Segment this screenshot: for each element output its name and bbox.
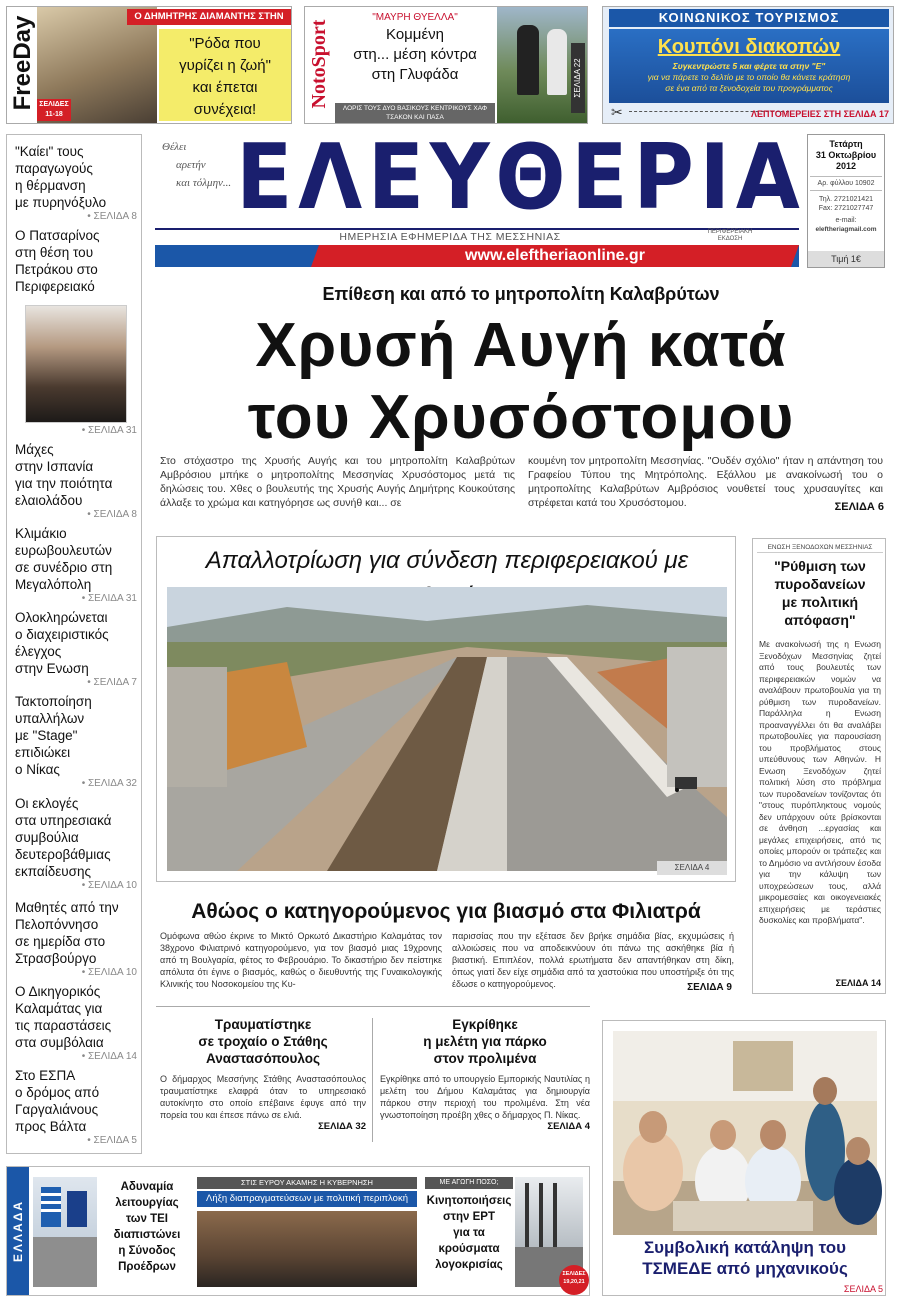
lead-page-ref: ΣΕΛΙΔΑ 6	[834, 501, 884, 513]
freeday-quote	[159, 29, 291, 121]
sidebar-item-line: Ολοκληρώνεται	[15, 610, 108, 625]
lead-kicker: Επίθεση και από το μητροπολίτη Καλαβρύτων	[322, 284, 720, 304]
sidebar-item-line: Πελοπόννησο	[15, 917, 99, 932]
fax-number: Fax: 2721027747	[818, 205, 874, 212]
sidebar-item-page: • ΣΕΛΙΔΑ 31	[81, 425, 137, 436]
sidebar-item[interactable]	[15, 143, 137, 222]
tsmede-meeting-photo	[613, 1031, 877, 1235]
meeting-photo-svg	[613, 1031, 877, 1235]
sidebar-item-line: Στο ΕΣΠΑ	[15, 1068, 76, 1083]
tsmede-headline-line: Συμβολική κατάληψη του	[643, 1238, 847, 1257]
date-box	[807, 134, 885, 268]
hellas-item-line: κρούσματα	[438, 1243, 500, 1255]
sidebar-item[interactable]	[15, 441, 137, 520]
sidebar-item-line: εκπαίδευσης	[15, 864, 91, 879]
brief-park-headline	[380, 1016, 590, 1067]
hoteliers-body: Με ανακοίνωσή της η Ενωση Ξενοδόχων Μεσσηνίας ζητεί από τους βουλευτές των περιφερειακών νομών να αναλάβουν πρωτοβουλία για τη ρύθμιση των πυροδανείων. Παράλληλα η Ενωση προαναγγέλλει ότι θα αναλάβει πρωτοβουλίες για παρουσίαση του προβλήματος στους υπεύθυνους των Αθηνών. Η Ενωση Ξενοδόχων ζητεί πολιτική λύση στο πρόβλημα των πυροδανείων τονίζοντας ότι "στους πυρόπληκτους νομούς δεν υπάρχουν ούτε βρίσκονται σε άνθηση ...εργασίας και μεγάλες επιχειρήσεις, από τις οποίες μπορούν οι τράπεζες και το Δημόσιο να αντλήσουν έσοδα για την κάλυψη των υποχρεώσεων τους, αλλά μικρομεσαίες και οικογενειακές επιχειρήσεις με τεράστιες δυσκολίες και προβλήματα".	[759, 639, 881, 925]
hellas-item-line: λογοκρισίας	[435, 1259, 503, 1271]
sidebar-item-line: στα υπηρεσιακά	[15, 813, 112, 828]
notosport-teaser[interactable]	[304, 6, 588, 124]
sidebar-item-line: Κλιμάκιο	[15, 526, 67, 541]
hellas-item-line: η Σύνοδος	[118, 1245, 176, 1257]
lead-headline-line: Χρυσή Αυγή κατά	[255, 311, 787, 380]
road-construction-photo	[167, 587, 727, 871]
sidebar-item-line: συμβούλια	[15, 830, 79, 845]
hellas-right-kicker: ΜΕ ΑΓΩΓΗ ΠΟΣΟ;	[425, 1177, 513, 1189]
notosport-brand: NotoSport	[308, 19, 330, 109]
sidebar-item-line: με "Stage"	[15, 728, 78, 743]
lead-body-col1: Στο στόχαστρο της Χρυσής Αυγής και του μητροπολίτη Καλαβρύτων Αμβρόσιου μπήκε ο μητροπολίτης Μεσσηνίας Χρυσόστομος μετά τις δηλώσεις του. Χθες ο βουλευτής της Χρυσής Αυγής Δημήτρης Κουκούτσης άλλαξε το χρώμα και κατηγόρησε ως συνήθ και... σε	[160, 455, 515, 509]
second-headline[interactable]: Αθώος ο κατηγορούμενος για βιασμό στα Φιλιατρά	[191, 900, 701, 923]
brief-accident-body: Ο δήμαρχος Μεσσήνης Στάθης Αναστασόπουλος τραυματίστηκε ελαφρά όταν το υπηρεσιακό αυτοκίνητο στο οποίο επέβαινε έφυγε από την πορεία του και έπεσε πάνω σε ελιά.	[160, 1074, 366, 1120]
sidebar-item-line: η θέρμανση	[15, 178, 86, 193]
second-body-col1: Ομόφωνα αθώο έκρινε το Μικτό Ορκωτό Δικαστήριο Καλαμάτας τον 38χρονο Φιλιατρινό κατηγορούμενο, για τον βιασμό μιας 19χρονης από τη Βουλγαρία, φέτος το Φεβρουάριο. Το δικαστήριο δεν πείστηκε απόλυτα ότι έγινε ο βιασμός, καθώς ο διευθυντής της Γυναικολογικής Κλινικής του Νοσοκομείου της Κυ-	[160, 931, 442, 989]
hellas-item-line: στην ΕΡΤ	[443, 1211, 495, 1223]
hellas-label: ΕΛΛΑΔΑ	[11, 1200, 25, 1262]
sidebar-item-line: Περιφερειακό	[15, 279, 95, 294]
hellas-item-line: Προέδρων	[118, 1261, 176, 1273]
sidebar-item-line: στα συμβόλαια	[15, 1035, 104, 1050]
brief-accident-page: ΣΕΛΙΔΑ 32	[318, 1121, 366, 1132]
hoteliers-title-line: με πολιτική	[781, 594, 859, 610]
sidebar	[6, 134, 142, 1154]
hellas-item-ert[interactable]	[425, 1177, 513, 1273]
tsmede-page: ΣΕΛΙΔΑ 5	[843, 1284, 883, 1294]
sidebar-item-page: • ΣΕΛΙΔΑ 8	[87, 509, 137, 520]
hellas-item-line: διαπιστώνει	[113, 1229, 181, 1241]
hellas-mid-title: Λήξη διαπραγματεύσεων με πολιτική περιπλοκή	[197, 1191, 417, 1207]
sidebar-item-line: Ο Πατσαρίνος	[15, 228, 100, 243]
sidebar-item-line: ελαιολάδου	[15, 493, 83, 508]
tourism-line: σε ένα από τα ξενοδοχεία του προγράμματος	[665, 83, 833, 93]
website-url[interactable]: www.eleftheriaonline.gr	[465, 247, 645, 264]
freeday-badge: ΣΕΛΙΔΕΣ 11-18	[37, 99, 71, 121]
hellas-item-line: των ΤΕΙ	[125, 1213, 168, 1225]
hoteliers-title-line: πυροδανείων	[774, 576, 866, 592]
hellas-item-line: Αδυναμία	[120, 1181, 174, 1193]
tsmede-headline-line: ΤΣΜΕΔΕ από μηχανικούς	[642, 1259, 848, 1278]
player-figure	[517, 25, 539, 95]
hellas-label-bar	[7, 1167, 29, 1295]
brief-park[interactable]	[380, 1016, 590, 1146]
sidebar-item[interactable]	[15, 609, 137, 688]
sidebar-item-line: στην Ισπανία	[15, 459, 94, 474]
sidebar-item-page: • ΣΕΛΙΔΑ 5	[87, 1135, 137, 1146]
date-day: Τετάρτη	[829, 139, 863, 149]
sidebar-item-line: Γαργαλιάνους	[15, 1102, 99, 1117]
sidebar-item[interactable]	[15, 983, 137, 1062]
sidebar-item[interactable]	[15, 1067, 137, 1146]
sidebar-item-line: Μεγαλόπολη	[15, 577, 92, 592]
sidebar-item-line: Ο Δικηγορικός	[15, 984, 101, 999]
notosport-tag: "ΜΑΥΡΗ ΘΥΕΛΛΑ"	[372, 12, 458, 23]
brief-headline-line: Αναστασόπουλος	[205, 1051, 321, 1066]
sidebar-item[interactable]	[15, 899, 137, 978]
hellas-item-government[interactable]	[197, 1177, 417, 1289]
photo-story[interactable]	[156, 536, 736, 882]
hoteliers-title-line: απόφαση"	[784, 612, 856, 628]
sidebar-item-page: • ΣΕΛΙΔΑ 7	[87, 677, 137, 688]
brief-accident[interactable]	[160, 1016, 366, 1146]
brief-headline-line: Τραυματίστηκε	[214, 1017, 312, 1032]
date-year: 2012	[835, 161, 857, 171]
sidebar-item-line: ο διαχειριστικός	[15, 627, 109, 642]
sidebar-item-line: για την ποιότητα	[15, 476, 113, 491]
tourism-coupon-body	[609, 29, 889, 103]
freeday-teaser[interactable]	[6, 6, 292, 124]
scissors-icon: ✂	[611, 104, 623, 120]
hellas-item-line: λειτουργίας	[115, 1197, 179, 1209]
sidebar-item-line: ευρωβουλευτών	[15, 543, 112, 558]
sidebar-item-line: Οι εκλογές	[15, 796, 79, 811]
sidebar-item-line: προς Βάλτα	[15, 1119, 87, 1134]
sidebar-item-page: • ΣΕΛΙΔΑ 10	[81, 880, 137, 891]
hoteliers-title-line: "Ρύθμιση των	[774, 558, 866, 574]
hellas-mid-kicker: ΣΤΙΣ ΕΥΡΟΥ ΑΚΑΜΗΣ Η ΚΥΒΕΡΝΗΣΗ	[197, 1177, 417, 1189]
sidebar-item-line: ο Νίκας	[15, 762, 60, 777]
sidebar-item-line: τις παραστάσεις	[15, 1018, 112, 1033]
masthead-title: ΕΛΕΥΘΕΡΙΑ	[236, 125, 806, 230]
second-page-ref: ΣΕΛΙΔΑ 9	[687, 982, 732, 993]
sidebar-item-line: στη θέση του	[15, 245, 94, 260]
sidebar-item[interactable]	[15, 525, 137, 604]
date-date: 31 Οκτωβρίου	[815, 150, 877, 160]
section-divider	[156, 1006, 590, 1007]
sidebar-item-line: "Καίει" τους	[15, 144, 84, 159]
brief-divider	[372, 1018, 373, 1142]
notosport-brand-strip	[305, 7, 333, 123]
sidebar-item-line: Στρασβούργο	[15, 951, 97, 966]
hoteliers-kicker: ΕΝΩΣΗ ΞΕΝΟΔΟΧΩΝ ΜΕΣΣΗΝΙΑΣ	[757, 543, 883, 553]
tsmede-story[interactable]	[602, 1020, 886, 1296]
brief-headline-line: σε τροχαίο ο Στάθης	[198, 1034, 328, 1049]
tourism-header: ΚΟΙΝΩΝΙΚΟΣ ΤΟΥΡΙΣΜΟΣ	[609, 9, 889, 27]
sidebar-item-line: Πετράκου στο	[15, 262, 98, 277]
government-photo	[197, 1211, 417, 1287]
freeday-banner: Ο ΔΗΜΗΤΡΗΣ ΔΙΑΜΑΝΤΗΣ ΣΤΗΝ	[127, 9, 291, 25]
brief-park-body: Εγκρίθηκε από το υπουργείο Εμπορικής Ναυτιλίας η μελέτη του Δήμου Καλαμάτας για δημιουργία πάρκου στην περιοχή του προλιμένα. Στη νέα γνωστοποίηση προέβη χθες ο δήμαρχος Π. Νίκας.	[380, 1074, 590, 1120]
brief-accident-headline	[160, 1016, 366, 1067]
sidebar-item-line: Τακτοποίηση	[15, 694, 92, 709]
tel-number: Τηλ. 2721021421	[819, 196, 873, 203]
lead-headline[interactable]	[156, 310, 886, 454]
road-photo-svg	[167, 587, 727, 871]
brief-headline-line: Εγκρίθηκε	[452, 1017, 518, 1032]
sidebar-item-page: • ΣΕΛΙΔΑ 31	[81, 593, 137, 604]
sidebar-item-line: Μάχες	[15, 442, 54, 457]
issue-number: Αρ. φύλλου 10902	[810, 176, 882, 191]
sidebar-item-line: υπαλλήλων	[15, 711, 85, 726]
motto-line: Θέλει	[162, 141, 187, 153]
masthead-subtitle: ΗΜΕΡΗΣΙΑ ΕΦΗΜΕΡΙΔΑ ΤΗΣ ΜΕΣΣΗΝΙΑΣ	[339, 231, 561, 243]
flags-svg	[33, 1177, 97, 1287]
sidebar-item-page: • ΣΕΛΙΔΑ 32	[81, 778, 137, 789]
freeday-quote-line: "Ρόδα που	[189, 35, 261, 52]
sidebar-item-line: Καλαμάτας για	[15, 1001, 103, 1016]
notosport-headline-line: στη... μέση κόντρα	[353, 46, 477, 63]
sidebar-item-page: • ΣΕΛΙΔΑ 10	[81, 967, 137, 978]
sidebar-item-line: στην Ενωση	[15, 661, 89, 676]
hoteliers-box[interactable]	[752, 538, 886, 994]
lead-body-col2: κουμένη τον μητροπολίτη Μεσσηνίας. "Ουδέν σχόλιο" ήταν η απάντηση του Γραφείου Τύπου της Μητρόπολης. Εξάλλου με ανακοίνωσή του ο μητροπολίτης Καλαβρύτων Αμβρόσιος νουθετεί τους χρυσαυγίτες και στρέφεται κατά του Χρυσόστομου.	[528, 455, 883, 509]
brief-headline-line: στον προλιμένα	[433, 1051, 537, 1066]
notosport-headline-line: Κομμένη	[386, 26, 444, 43]
motto-line: και τόλμην...	[176, 177, 232, 189]
hellas-strip	[6, 1166, 590, 1296]
sidebar-item-page: • ΣΕΛΙΔΑ 14	[81, 1051, 137, 1062]
hellas-badge: ΣΕΛΙΔΕΣ 19,20,21	[559, 1265, 589, 1295]
photo-story-headline: Απαλλοτρίωση για σύνδεση περιφερειακού με	[205, 547, 689, 574]
hoteliers-page: ΣΕΛΙΔΑ 14	[835, 978, 881, 988]
photo-story-page: ΣΕΛΙΔΑ 4	[657, 861, 727, 875]
sidebar-item-line: δευτεροβάθμιας	[15, 847, 111, 862]
url-bar[interactable]	[155, 245, 799, 267]
notosport-headline-line: στη Γλυφάδα	[371, 66, 459, 83]
tsmede-headline	[609, 1237, 881, 1279]
notosport-headline-box	[335, 9, 495, 101]
brief-park-page: ΣΕΛΙΔΑ 4	[547, 1121, 590, 1132]
sidebar-item[interactable]	[15, 693, 137, 789]
hellas-item-tei[interactable]	[101, 1179, 193, 1275]
email-label: e-mail:	[835, 217, 857, 224]
motto-line: αρετήν	[176, 159, 206, 171]
sidebar-item-line: σε ημερίδα στο	[15, 934, 106, 949]
freeday-quote-line: και έπεται	[192, 79, 258, 96]
hellas-item-line: για τα	[453, 1227, 485, 1239]
tourism-teaser[interactable]	[602, 6, 894, 124]
sidebar-item-line: σε συνέδριο στη	[15, 560, 113, 575]
sidebar-portrait-photo	[25, 305, 127, 423]
brief-headline-line: η μελέτη για πάρκο	[423, 1034, 547, 1049]
freeday-quote-line: συνέχεια!	[193, 101, 257, 118]
sidebar-item-page: • ΣΕΛΙΔΑ 8	[87, 211, 137, 222]
notosport-side-label: ΣΕΛΙΔΑ 22	[571, 43, 585, 113]
hellas-ert-text	[425, 1193, 513, 1273]
email-address[interactable]: eleftheriagmail.com	[815, 226, 877, 233]
tourism-line: για να πάρετε το δελτίο με το οποίο θα κάνετε κράτηση	[647, 72, 851, 82]
tourism-title: Κουπόνι διακοπών	[657, 36, 841, 58]
notosport-caption: ΛΟΡΙΣ ΤΟΥΣ ΔΥΟ ΒΑΣΙΚΟΥΣ ΚΕΝΤΡΙΚΟΥΣ ΧΑΦ ΤΣΑΚΟΝ ΚΑΙ ΠΑΣΑ	[335, 103, 495, 123]
sidebar-item-line: ο δρόμος από	[15, 1085, 100, 1100]
sidebar-item-line: με πυρηνόξυλο	[15, 195, 107, 210]
player-figure	[547, 29, 567, 95]
second-body-col2: παρισσίας που την εξέτασε δεν βρήκε σημάδια βίας, εκχυμώσεις ή αλλοιώσεις που να αποδεικνύουν ότι πάνω της ασκήθηκε βία ή βιαστική. Επιπλέον, πολλά ερωτήματα δεν απαντήθηκαν στη δίκη, όπως γιατί δεν είχε σημάδια από τα χαστούκια που υποστήριξε ότι της έδωσε ο κατηγορούμενος.	[452, 931, 734, 989]
tourism-line: Συγκεντρώστε 5 και φέρτε τα στην "Ε"	[672, 61, 826, 71]
sidebar-item[interactable]	[15, 227, 137, 295]
masthead-motto	[162, 138, 242, 192]
sidebar-item[interactable]	[15, 795, 137, 891]
freeday-brand: FreeDay	[9, 15, 36, 111]
tourism-footer-visible: ΛΕΠΤΟΜΕΡΕΙΕΣ ΣΤΗ ΣΕΛΙΔΑ 17	[750, 109, 889, 119]
freeday-quote-line: γυρίζει η ζωή"	[179, 57, 271, 74]
sidebar-item-line: παραγωγούς	[15, 161, 93, 176]
sidebar-item-line: έλεγχος	[15, 644, 62, 659]
masthead-edition: ΠΕΡΙΦΕΡΕΙΑΚΗ ΕΚΔΟΣΗ	[707, 229, 753, 242]
flags-photo	[33, 1177, 97, 1287]
price: Τιμή 1€	[808, 251, 884, 267]
lead-headline-line: του Χρυσόστομου	[247, 383, 795, 452]
hellas-item-line: Κινητοποιήσεις	[426, 1195, 512, 1207]
sidebar-item-line: επιδιώκει	[15, 745, 71, 760]
hoteliers-title	[757, 557, 883, 629]
freeday-brand-strip	[7, 7, 37, 123]
sidebar-item-line: Μαθητές από την	[15, 900, 119, 915]
